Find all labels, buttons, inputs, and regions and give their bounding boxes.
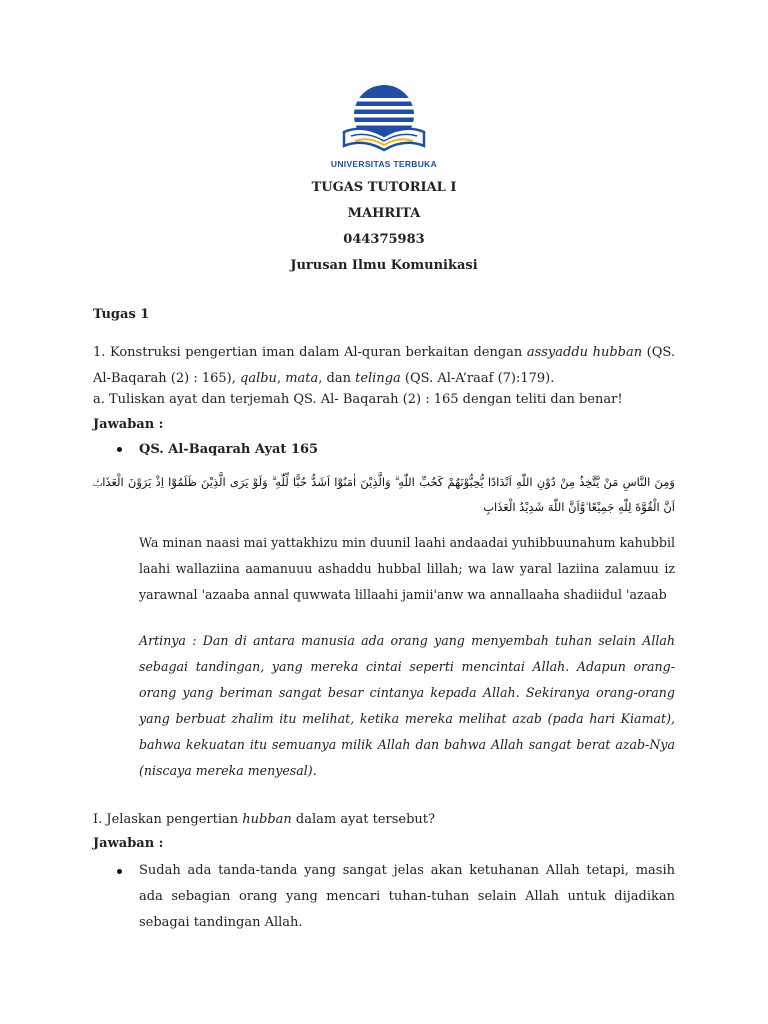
student-name: MAHRITA (347, 206, 421, 221)
student-id: 044375983 (343, 232, 425, 247)
answer-label-2: Jawaban : (93, 836, 164, 851)
logo-emblem-icon (341, 84, 427, 154)
bullet-dot (117, 447, 122, 452)
bullet-heading: QS. Al-Baqarah Ayat 165 (139, 442, 319, 457)
transliteration: Wa minan naasi mai yattakhizu min duunil laahi andaadai yuhibbuunahum kahubbil laahi wallaziina aamanuuu ashaddu hubbal lillah; wa law yaral laziina zalamuu iz yarawnal 'azaaba annal quwwata lillaahi jamii'anw wa annallaaha shadiidul 'azaab (139, 535, 675, 602)
question-1a: a. Tuliskan ayat dan terjemah QS. Al- Baqarah (2) : 165 dengan teliti dan benar! (93, 392, 623, 407)
question-I: I. Jelaskan pengertian hubban dalam ayat tersebut? (93, 812, 435, 827)
major: Jurusan Ilmu Komunikasi (290, 258, 478, 273)
answer-label-1: Jawaban : (93, 417, 164, 432)
question-1: 1. Konstruksi pengertian iman dalam Al-quran berkaitan dengan assyaddu hubban (QS. Al-Baqarah (2) : 165), qalbu, mata, dan telinga (QS. Al-A’raaf (7):179). (93, 345, 675, 386)
university-logo (318, 84, 450, 169)
section-title: Tugas 1 (93, 307, 150, 322)
answer-text: Sudah ada tanda-tanda yang sangat jelas akan ketuhanan Allah tetapi, masih ada sebagian orang yang mencari tuhan-tuhan selain Allah untuk dijadikan sebagai tandingan Allah. (139, 863, 675, 930)
arabic-verse: وَمِنَ النَّاسِ مَنْ يَّتَّخِذُ مِنْ دُوْنِ اللّٰهِ اَنْدَادًا يُّحِبُّوْنَهُمْ كَحُبِّ اللّٰهِ ۗ وَالَّذِيْنَ اٰمَنُوْٓا اَشَدُّ حُبًّا لِّلّٰهِ ۗ وَلَوْ يَرَى الَّذِيْنَ ظَلَمُوْٓا اِذْ يَرَوْنَ الْعَذَابَۙ اَنَّ الْقُوَّةَ لِلّٰهِ جَمِيْعًا ۙوَّاَنَّ اللّٰهَ شَدِيْدُ الْعَذَابِ (93, 475, 675, 514)
bullet-dot (117, 869, 122, 874)
logo-text: UNIVERSITAS TERBUKA (330, 159, 438, 169)
translation: Artinya : Dan di antara manusia ada orang yang menyembah tuhan selain Allah sebagai tandingan, yang mereka cintai seperti mencintai Allah. Adapun orang-orang yang beriman sangat besar cintanya kepada Allah. Sekiranya orang-orang yang berbuat zhalim itu melihat, ketika mereka melihat azab (pada hari Kiamat), bahwa kekuatan itu semuanya milik Allah dan bahwa Allah sangat berat azab-Nya (niscaya mereka menyesal). (139, 633, 675, 778)
document-title: TUGAS TUTORIAL I (311, 180, 457, 195)
